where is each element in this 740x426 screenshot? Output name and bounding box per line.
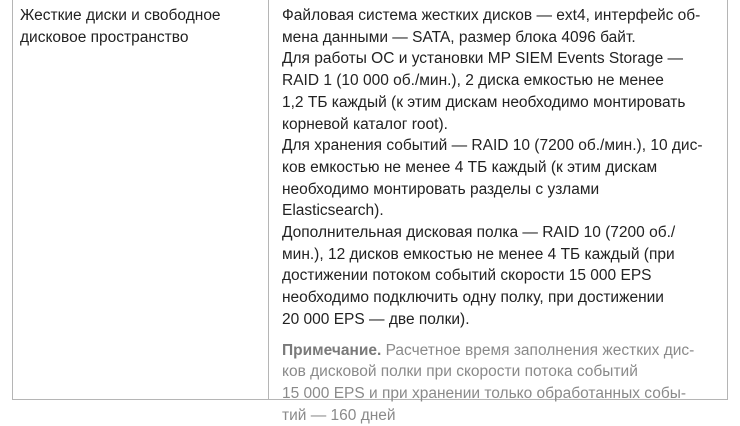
text-line: ков емкостью не менее 4 ТБ каждый (к этим дискам (282, 158, 658, 176)
text-line: Файловая система жестких дисков — ext4, интерфейс об- (282, 7, 701, 24)
note-line (282, 340, 723, 362)
note-line: тий — 160 дней (282, 406, 396, 424)
label-cell (13, 0, 269, 399)
text-line: Elasticsearch). (282, 202, 384, 220)
text-line: 20 000 EPS — две полки). (282, 310, 470, 328)
text-line: достижении потоком событий скорости 15 000 EPS (282, 267, 652, 285)
paragraph-disk-shelf (282, 222, 723, 331)
text-line: RAID 1 (10 000 об./мин.), 2 диска емкостью не менее (282, 72, 664, 90)
paragraph-events-raid (282, 135, 723, 222)
label-line: дисковое пространство (20, 29, 189, 46)
text-line: корневой каталог root). (282, 115, 448, 133)
text-line: Дополнительная дисковая полка — RAID 10 (7200 об./ (282, 224, 676, 242)
note-label: Примечание. (282, 341, 382, 359)
table-row (12, 0, 728, 424)
text-line: мена данными — SATA, размер блока 4096 байт. (282, 28, 636, 46)
text-line: необходимо подключить одну полку, при достижении (282, 289, 664, 307)
note (282, 340, 723, 426)
label-line: Жесткие диски и свободное (20, 7, 221, 24)
note-line: ков дисковой полки при скорости потока событий (282, 363, 638, 381)
paragraph-os-raid (282, 48, 723, 135)
text-line: Для хранения событий — RAID 10 (7200 об./мин.), 10 дис- (282, 137, 703, 155)
text-line: необходимо монтировать разделы с узлами (282, 180, 600, 198)
paragraph-filesystem (282, 5, 723, 48)
note-text: Расчетное время заполнения жестких дис- (381, 341, 695, 359)
description-cell (269, 0, 727, 424)
text-line: мин.), 12 дисков емкостью не менее 4 ТБ каждый (при (282, 245, 675, 263)
text-line: 1,2 ТБ каждый (к этим дискам необходимо монтировать (282, 93, 686, 111)
note-line: 15 000 EPS и при хранении только обработанных собы- (282, 384, 687, 402)
text-line: Для работы ОС и установки MP SIEM Events Storage — (282, 50, 684, 68)
